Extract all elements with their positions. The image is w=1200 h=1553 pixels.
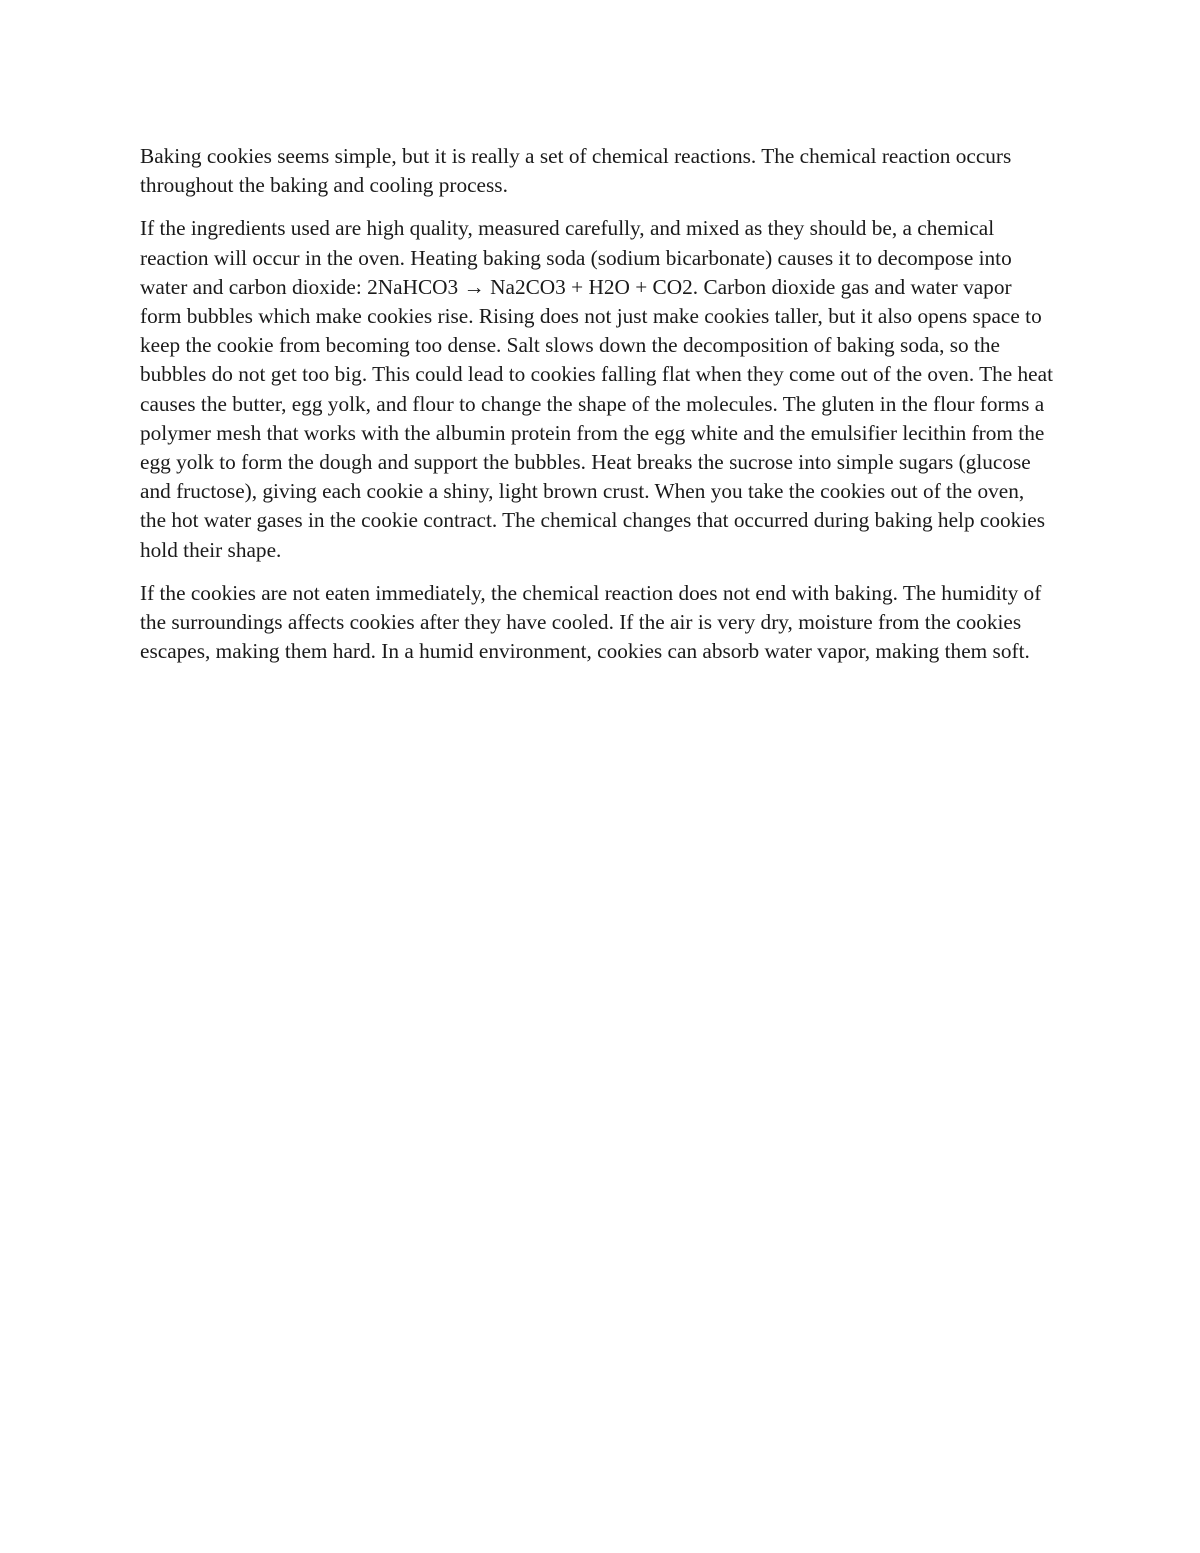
document-body <box>140 142 1055 680</box>
paragraph-intro: Baking cookies seems simple, but it is really a set of chemical reactions. The chemical reaction occurs throughout the baking and cooling process. <box>140 144 1012 198</box>
paragraph-baking-reaction: If the ingredients used are high quality, measured carefully, and mixed as they should be, a chemical reaction will occur in the oven. Heating baking soda (sodium bicarbonate) causes it to decompose into water and carbon dioxide: 2NaHCO3 → Na2CO3 + H2O + CO2. Carbon dioxide gas and water vapor form bubbles which make cookies rise. Rising does not just make cookies taller, but it also opens space to keep the cookie from becoming too dense. Salt slows down the decomposition of baking soda, so the bubbles do not get too big. This could lead to cookies falling flat when they come out of the oven. The heat causes the butter, egg yolk, and flour to change the shape of the molecules. The gluten in the flour forms a polymer mesh that works with the albumin protein from the egg white and the emulsifier lecithin from the egg yolk to form the dough and support the bubbles. Heat breaks the sucrose into simple sugars (glucose and fructose), giving each cookie a shiny, light brown crust. When you take the cookies out of the oven, the hot water gases in the cookie contract. The chemical changes that occurred during baking help cookies hold their shape. <box>140 216 1053 562</box>
paragraph-after-baking: If the cookies are not eaten immediately, the chemical reaction does not end with baking. The humidity of the surroundings affects cookies after they have cooled. If the air is very dry, moisture from the cookies escapes, making them hard. In a humid environment, cookies can absorb water vapor, making them soft. <box>140 580 1042 664</box>
